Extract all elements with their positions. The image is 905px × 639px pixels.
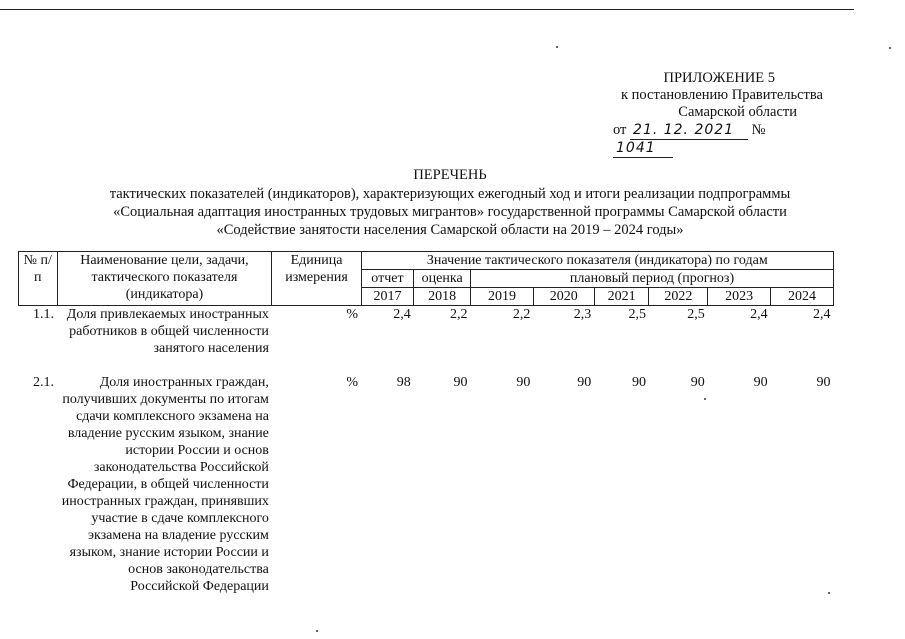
- scan-speck: [828, 592, 830, 594]
- row-value: 90: [753, 375, 768, 390]
- row-value: 2,4: [750, 307, 768, 322]
- scan-speck: [704, 398, 706, 400]
- header-year: 2017: [361, 288, 414, 306]
- row-number: 1.1.: [33, 307, 55, 322]
- row-unit: %: [346, 375, 359, 390]
- row-name: Доля привлекаемых иностранных работников в общей численности занятого населения: [66, 307, 269, 356]
- row-value: 2,5: [687, 307, 705, 322]
- scan-speck: [316, 630, 318, 632]
- table-row: [19, 374, 834, 595]
- appendix-block: [563, 70, 823, 158]
- header-year: 2021: [594, 288, 649, 306]
- header-year: 2018: [414, 288, 471, 306]
- indicators-table: [18, 251, 834, 595]
- row-unit: %: [346, 307, 359, 322]
- row-value: 2,3: [573, 307, 592, 322]
- row-spacer: [19, 357, 834, 374]
- row-name: Доля иностранных граждан, получивших документы по итогам сдачи комплексного экзамена на владение русским языком, знание истории России и основ законодательства Российской Федерации, в общей численности иностранных граждан, принявших участие в сдаче комплексного экзамена на владение русским языком, знание истории России и основ законодательства Российской Федерации: [61, 375, 269, 594]
- row-value: 90: [690, 375, 705, 390]
- header-year: 2024: [771, 288, 834, 306]
- header-report: отчет: [361, 270, 414, 288]
- header-year: 2020: [533, 288, 594, 306]
- header-year: 2022: [649, 288, 708, 306]
- row-value: 2,2: [512, 307, 531, 322]
- top-border-line: [0, 9, 854, 10]
- number-label: №: [751, 122, 766, 138]
- handwritten-date: 21. 12. 2021: [630, 122, 748, 140]
- row-number: 2.1.: [33, 375, 55, 390]
- heading-title: ПЕРЕЧЕНЬ: [413, 167, 487, 183]
- header-planned: плановый период (прогноз): [471, 270, 834, 288]
- appendix-title: ПРИЛОЖЕНИЕ 5: [663, 70, 775, 86]
- header-name: Наименование цели, задачи, тактического показателя (индикатора): [57, 252, 272, 306]
- heading-line2: «Социальная адаптация иностранных трудовых мигрантов» государственной программы Самарской области: [113, 204, 787, 220]
- header-year: 2023: [708, 288, 771, 306]
- header-year: 2019: [471, 288, 534, 306]
- scan-speck: [889, 47, 891, 49]
- row-value: 90: [453, 375, 468, 390]
- row-value: 90: [816, 375, 831, 390]
- row-value: 98: [396, 375, 411, 390]
- table-row: [19, 306, 834, 358]
- row-value: 2,2: [450, 307, 468, 322]
- row-value: 90: [577, 375, 592, 390]
- heading-line1: тактических показателей (индикаторов), характеризующих ежегодный ход и итоги реализации подпрограммы: [109, 186, 791, 202]
- header-values: Значение тактического показателя (индикатора) по годам: [361, 252, 833, 270]
- appendix-line1: к постановлению Правительства: [621, 87, 823, 103]
- document-heading: [60, 166, 840, 239]
- row-value: 2,4: [813, 307, 831, 322]
- appendix-line2: Самарской области: [678, 104, 797, 120]
- appendix-date-line: [563, 122, 823, 158]
- heading-line3: «Содействие занятости населения Самарской области на 2019 – 2024 годы»: [216, 222, 684, 238]
- handwritten-number: 1041: [613, 140, 673, 158]
- row-value: 90: [631, 375, 646, 390]
- row-value: 2,4: [393, 307, 411, 322]
- row-value: 2,5: [628, 307, 646, 322]
- header-number: № п/п: [19, 252, 58, 306]
- scan-speck: [556, 46, 558, 48]
- header-unit: Единица измерения: [272, 252, 361, 306]
- row-value: 90: [516, 375, 531, 390]
- header-estimate: оценка: [414, 270, 471, 288]
- from-label: от: [613, 122, 627, 138]
